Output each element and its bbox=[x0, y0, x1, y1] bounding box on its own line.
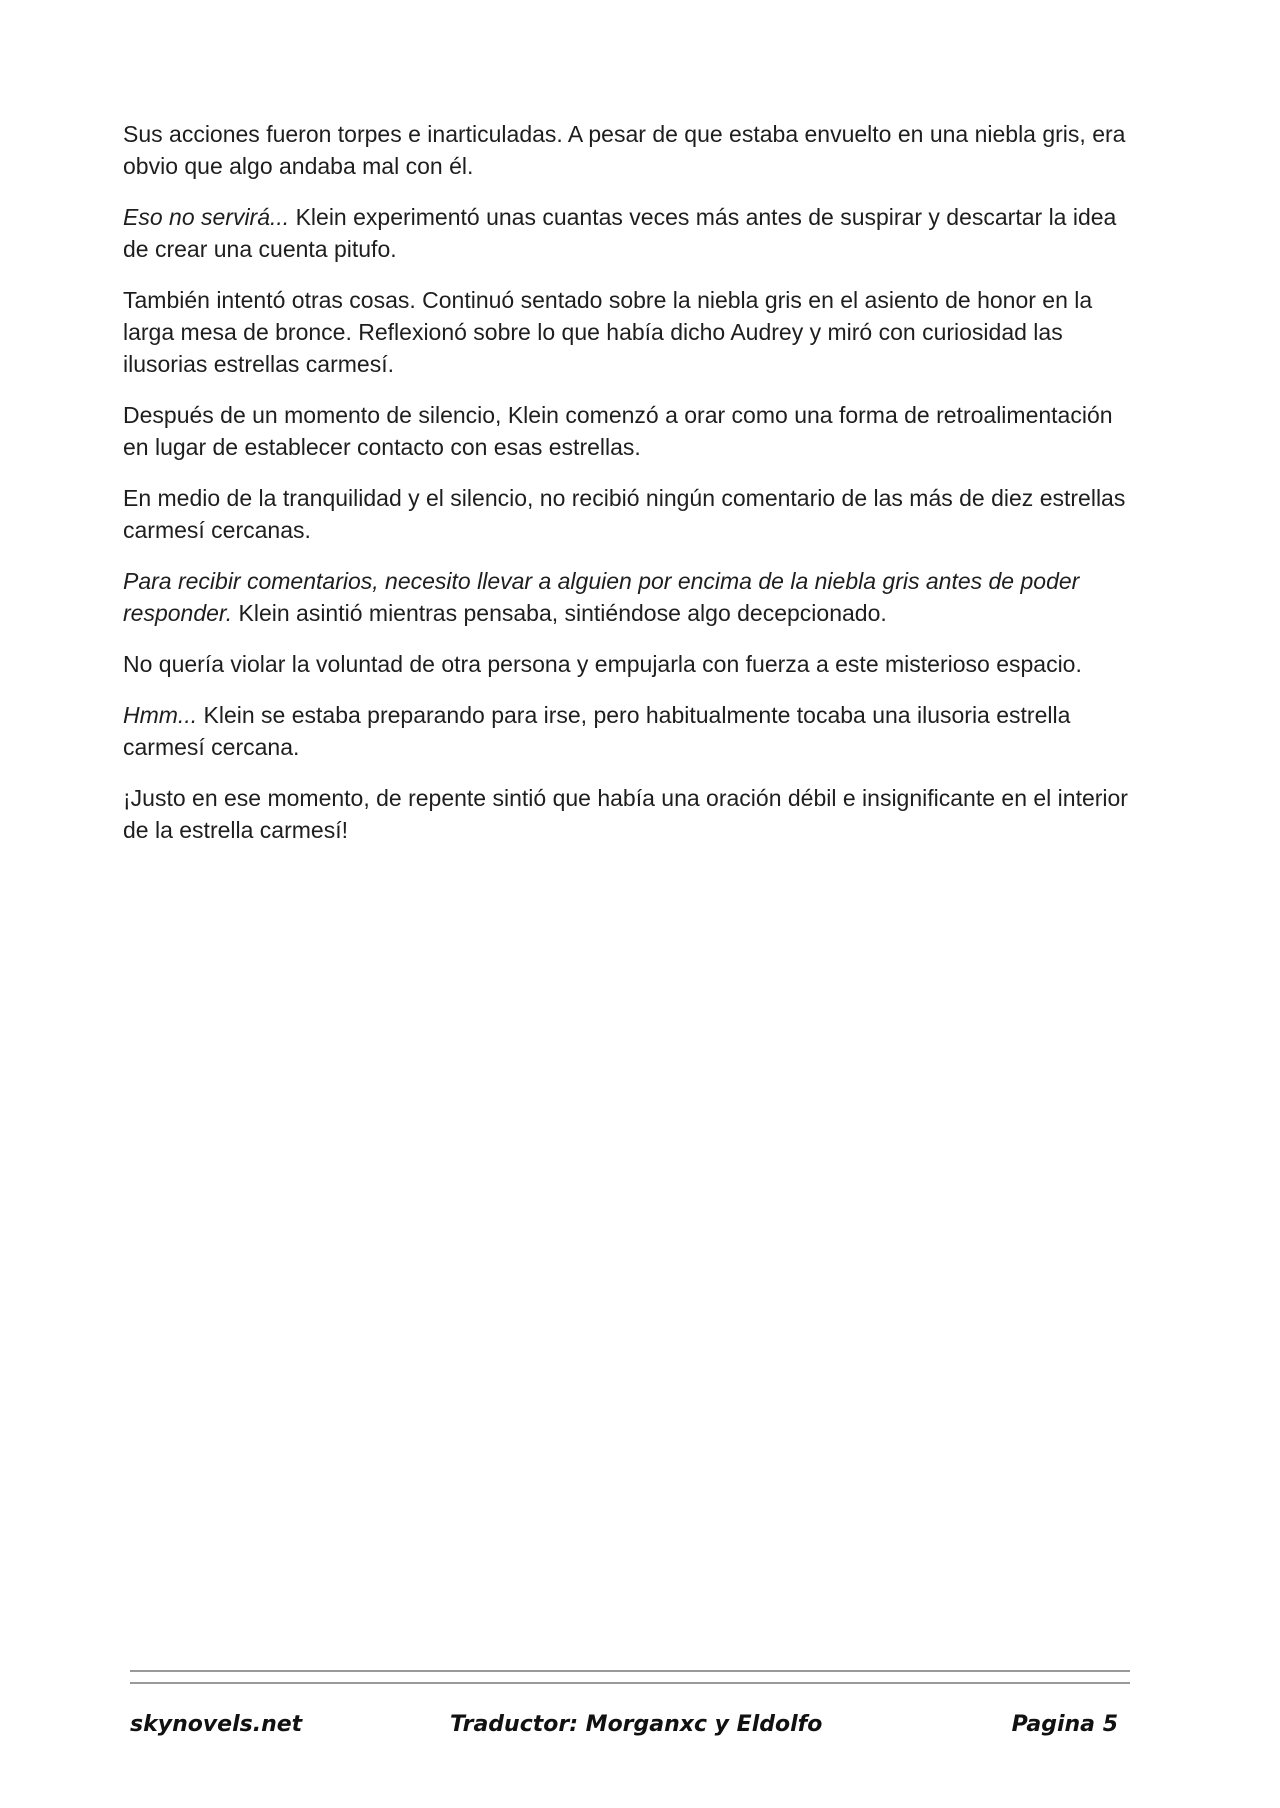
paragraph-text: Klein se estaba preparando para irse, pero habitualmente tocaba una ilusoria estrella carmesí cercana. bbox=[123, 702, 1071, 760]
paragraph-text: Klein experimentó unas cuantas veces más antes de suspirar y descartar la idea de crear una cuenta pitufo. bbox=[123, 204, 1117, 262]
paragraph-text: No quería violar la voluntad de otra persona y empujarla con fuerza a este misterioso espacio. bbox=[123, 651, 1082, 677]
paragraph-6 bbox=[123, 565, 1133, 629]
footer-site: skynovels.net bbox=[130, 1712, 303, 1737]
page-footer bbox=[130, 1712, 1130, 1748]
paragraph-text: También intentó otras cosas. Continuó sentado sobre la niebla gris en el asiento de honor en la larga mesa de bronce. Reflexionó sobre lo que había dicho Audrey y miró con curiosidad las ilusorias estrellas carmesí. bbox=[123, 287, 1093, 377]
footer-page-number: Pagina 5 bbox=[1011, 1712, 1118, 1737]
paragraph-italic-text: Para recibir comentarios, necesito llevar a alguien por encima de la niebla gris antes de poder responder. bbox=[123, 568, 1080, 626]
paragraph-2 bbox=[123, 201, 1133, 265]
paragraph-text: ¡Justo en ese momento, de repente sintió que había una oración débil e insignificante en el interior de la estrella carmesí! bbox=[123, 785, 1128, 843]
paragraph-8 bbox=[123, 699, 1133, 763]
paragraph-text: Sus acciones fueron torpes e inarticuladas. A pesar de que estaba envuelto en una niebla gris, era obvio que algo andaba mal con él. bbox=[123, 121, 1126, 179]
paragraph-9 bbox=[123, 782, 1133, 846]
paragraph-text: Klein asintió mientras pensaba, sintiéndose algo decepcionado. bbox=[232, 600, 887, 626]
paragraph-3 bbox=[123, 284, 1133, 380]
paragraph-5 bbox=[123, 482, 1133, 546]
paragraph-italic-text: Hmm... bbox=[123, 702, 198, 728]
paragraph-7 bbox=[123, 648, 1133, 680]
paragraph-text: En medio de la tranquilidad y el silencio, no recibió ningún comentario de las más de diez estrellas carmesí cercanas. bbox=[123, 485, 1126, 543]
paragraph-italic-text: Eso no servirá... bbox=[123, 204, 290, 230]
paragraph-1 bbox=[123, 118, 1133, 182]
document-body bbox=[123, 118, 1133, 865]
footer-divider-bottom bbox=[130, 1682, 1130, 1684]
paragraph-4 bbox=[123, 399, 1133, 463]
paragraph-text: Después de un momento de silencio, Klein comenzó a orar como una forma de retroalimentación en lugar de establecer contacto con esas estrellas. bbox=[123, 402, 1113, 460]
footer-translator: Traductor: Morganxc y Eldolfo bbox=[450, 1712, 823, 1737]
footer-divider-top bbox=[130, 1670, 1130, 1672]
